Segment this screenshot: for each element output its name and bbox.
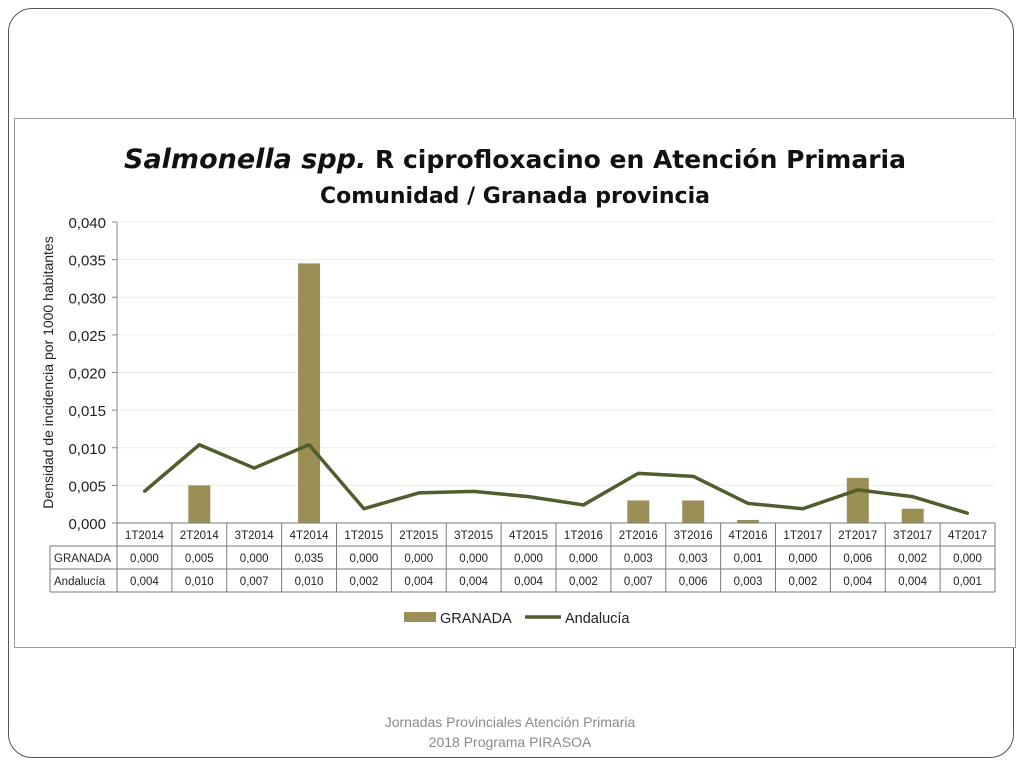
legend-swatch-granada	[404, 612, 436, 622]
point-andalucia	[856, 488, 859, 491]
data-label-andalucia: 0,004	[459, 576, 489, 588]
x-tick-label: 2T2015	[399, 530, 439, 542]
title-rest: R ciprofloxacino en Atención Primaria	[374, 145, 906, 174]
data-label-granada: 0,000	[404, 553, 434, 565]
point-andalucia	[911, 495, 914, 498]
bar-granada	[902, 509, 924, 523]
data-label-andalucia: 0,010	[184, 576, 214, 588]
point-andalucia	[582, 503, 585, 506]
data-label-andalucia: 0,004	[404, 576, 434, 588]
data-label-andalucia: 0,006	[678, 576, 708, 588]
footer-line1: Jornadas Provinciales Atención Primaria	[384, 714, 636, 730]
point-andalucia	[747, 502, 750, 505]
bar-granada	[682, 500, 704, 523]
bar-granada	[188, 485, 210, 523]
y-tick-label: 0,000	[68, 516, 106, 533]
legend-label-granada: GRANADA	[440, 611, 512, 627]
data-label-andalucia: 0,002	[349, 576, 379, 588]
data-label-andalucia: 0,007	[623, 576, 653, 588]
y-axis-title: Densidad de incidencia por 1000 habitantes	[40, 236, 56, 509]
bar-granada	[847, 478, 869, 523]
data-label-granada: 0,001	[733, 553, 763, 565]
point-andalucia	[362, 507, 365, 510]
point-andalucia	[966, 512, 969, 515]
data-label-granada: 0,003	[623, 553, 653, 565]
title-organism: Salmonella spp.	[124, 144, 367, 175]
x-tick-label: 4T2014	[289, 530, 329, 542]
point-andalucia	[198, 443, 201, 446]
data-label-andalucia: 0,001	[953, 576, 982, 588]
table-row-label: GRANADA	[54, 553, 111, 565]
x-tick-label: 2T2017	[838, 530, 878, 542]
x-tick-label: 2T2014	[179, 530, 219, 542]
data-label-granada: 0,000	[788, 553, 818, 565]
data-label-andalucia: 0,004	[843, 576, 873, 588]
x-tick-label: 4T2016	[728, 530, 768, 542]
x-tick-label: 3T2015	[454, 530, 494, 542]
data-label-granada: 0,000	[569, 553, 598, 565]
data-label-granada: 0,000	[953, 553, 982, 565]
x-tick-label: 1T2017	[783, 530, 823, 542]
x-tick-label: 3T2014	[234, 530, 274, 542]
data-label-andalucia: 0,002	[788, 576, 818, 588]
point-andalucia	[692, 475, 695, 478]
y-tick-label: 0,030	[68, 290, 106, 308]
point-andalucia	[417, 491, 420, 494]
chart-subtitle: Comunidad / Granada provincia	[320, 184, 710, 209]
x-tick-label: 1T2014	[124, 530, 164, 542]
data-label-granada: 0,000	[349, 553, 379, 565]
data-label-granada: 0,000	[514, 553, 543, 565]
point-andalucia	[143, 490, 146, 493]
data-label-granada: 0,035	[294, 553, 324, 565]
data-label-granada: 0,002	[898, 553, 928, 565]
data-label-andalucia: 0,004	[514, 576, 543, 588]
y-tick-label: 0,010	[68, 440, 106, 458]
point-andalucia	[472, 490, 475, 493]
point-andalucia	[527, 495, 530, 498]
x-tick-label: 3T2017	[893, 530, 933, 542]
footer-line2: 2018 Programa PIRASOA	[428, 734, 592, 750]
data-label-andalucia: 0,003	[733, 576, 763, 588]
data-label-andalucia: 0,004	[130, 576, 159, 588]
bar-granada	[627, 500, 649, 523]
line-andalucia	[144, 445, 967, 513]
data-label-andalucia: 0,007	[239, 576, 269, 588]
data-label-granada: 0,000	[459, 553, 489, 565]
y-tick-label: 0,025	[68, 327, 106, 345]
point-andalucia	[637, 472, 640, 475]
bar-granada	[298, 263, 320, 523]
point-andalucia	[801, 507, 804, 510]
point-andalucia	[308, 443, 311, 446]
data-label-granada: 0,000	[130, 553, 159, 565]
x-tick-label: 4T2017	[948, 530, 988, 542]
point-andalucia	[253, 467, 256, 470]
x-tick-label: 1T2016	[563, 530, 603, 542]
y-tick-label: 0,035	[68, 252, 106, 270]
y-tick-label: 0,040	[68, 215, 106, 232]
y-tick-label: 0,015	[68, 403, 106, 421]
legend-label-andalucia: Andalucía	[565, 611, 630, 627]
data-label-granada: 0,005	[184, 553, 214, 565]
y-tick-label: 0,005	[68, 478, 106, 496]
x-tick-label: 3T2016	[673, 530, 713, 542]
x-tick-label: 4T2015	[509, 530, 549, 542]
data-label-andalucia: 0,004	[898, 576, 928, 588]
y-tick-label: 0,020	[68, 365, 106, 383]
data-label-andalucia: 0,010	[294, 576, 324, 588]
table-row-label: Andalucía	[54, 576, 106, 588]
data-label-granada: 0,003	[678, 553, 708, 565]
data-label-granada: 0,006	[843, 553, 873, 565]
data-label-andalucia: 0,002	[569, 576, 598, 588]
x-tick-label: 1T2015	[344, 530, 384, 542]
data-label-granada: 0,000	[239, 553, 269, 565]
x-tick-label: 2T2016	[618, 530, 658, 542]
